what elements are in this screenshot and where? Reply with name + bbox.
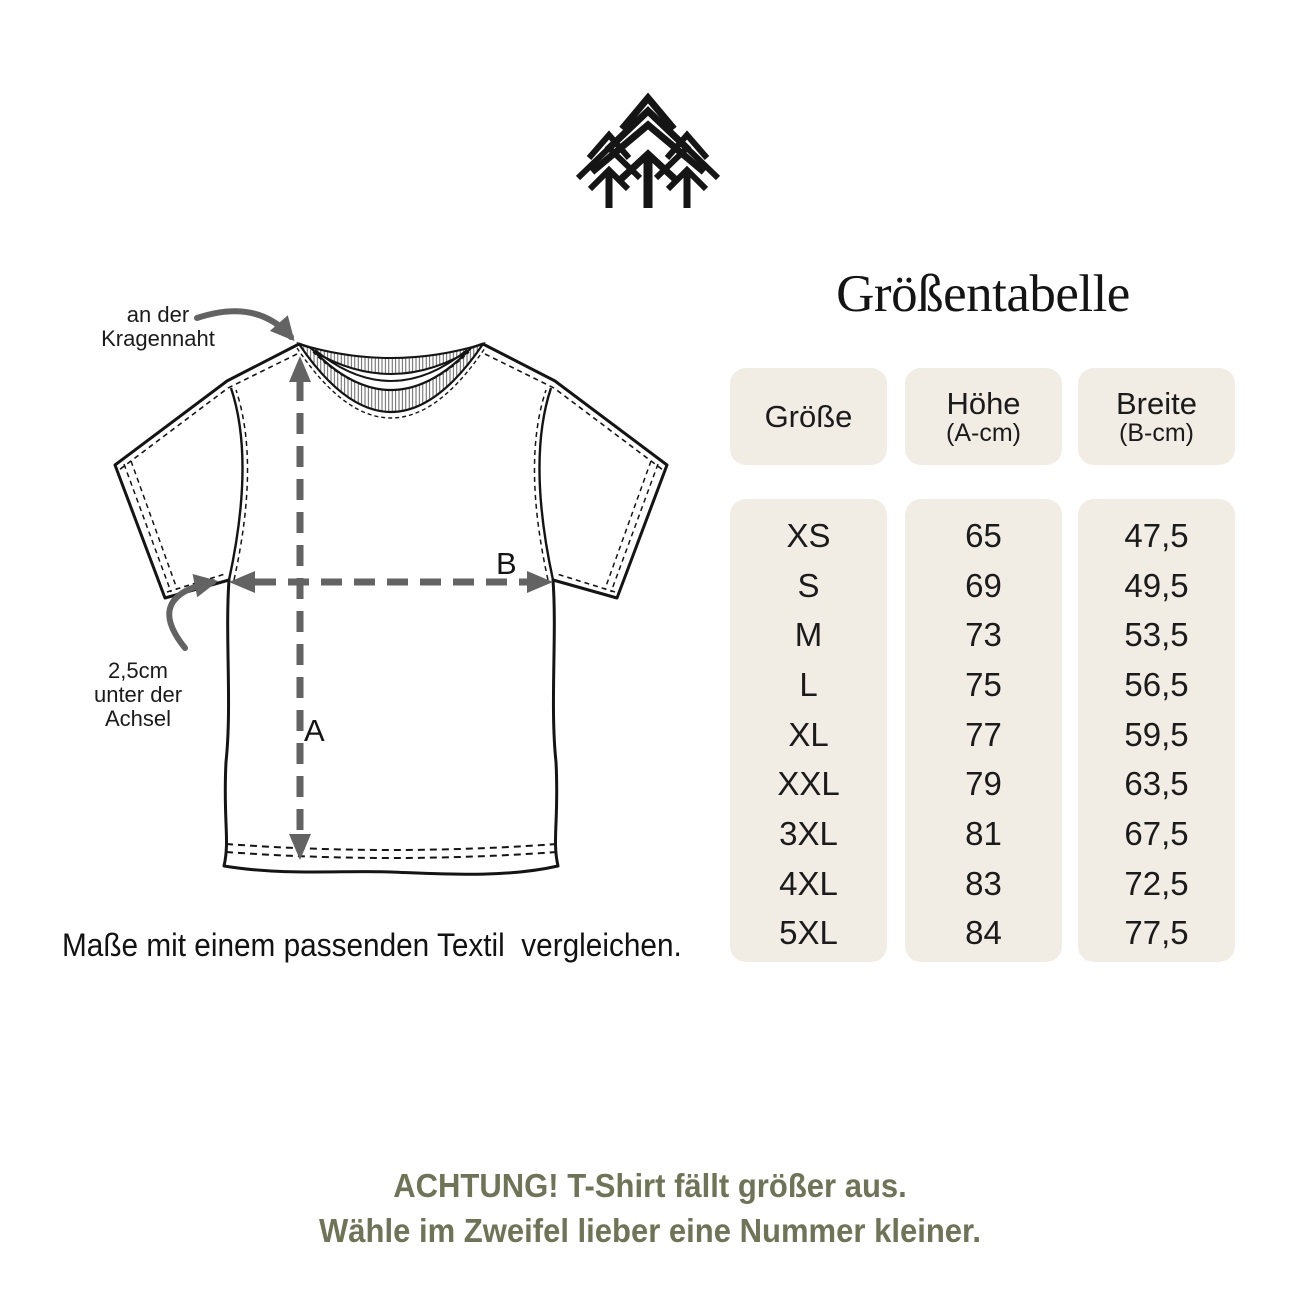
header-height: [905, 368, 1062, 465]
height-cell: 73: [965, 616, 1002, 654]
width-cell: 49,5: [1124, 566, 1189, 604]
width-cell: 63,5: [1124, 765, 1189, 803]
size-cell: XS: [786, 516, 831, 554]
size-cell: S: [797, 566, 820, 604]
tshirt-measurement-diagram: [85, 300, 715, 915]
header-size: [730, 368, 887, 465]
collar-callout-label: [90, 303, 226, 351]
width-dimension-label: B: [496, 546, 517, 581]
sizing-warning: [39, 1163, 1261, 1253]
height-cell: 83: [965, 864, 1002, 902]
tshirt-outline: [115, 344, 667, 874]
header-size-label: Größe: [764, 399, 853, 434]
header-width-label: Breite: [1116, 385, 1197, 421]
sizing-warning-line2: Wähle im Zweifel lieber eine Nummer kleiner.: [319, 1212, 981, 1249]
header-width-unit: (B-cm): [1119, 418, 1194, 447]
header-height-label: Höhe: [946, 385, 1021, 421]
height-cell: 79: [965, 765, 1002, 803]
height-column: [905, 499, 1062, 962]
width-cell: 53,5: [1124, 616, 1189, 654]
width-cell: 59,5: [1124, 715, 1189, 753]
armpit-callout-label: [60, 659, 216, 731]
collar-callout-line1: an der: [126, 302, 190, 327]
height-cell: 81: [965, 814, 1002, 852]
size-column: [730, 499, 887, 962]
width-cell: 72,5: [1124, 864, 1189, 902]
armpit-callout-line2: unter der Achsel: [93, 682, 183, 731]
size-cell: M: [794, 616, 823, 654]
size-cell: 4XL: [779, 864, 838, 902]
size-cell: L: [799, 665, 818, 703]
width-column: [1078, 499, 1235, 962]
three-pine-trees-logo-icon: [573, 86, 723, 211]
measuring-note: Maße mit einem passenden Textil vergleichen.: [62, 927, 682, 963]
header-width: [1078, 368, 1235, 465]
collar-callout-line2: Kragennaht: [101, 326, 215, 351]
size-cell: 3XL: [779, 814, 838, 852]
sizing-warning-line1: ACHTUNG! T-Shirt fällt größer aus.: [393, 1167, 907, 1204]
size-cell: XL: [788, 715, 829, 753]
size-cell: XXL: [777, 765, 840, 803]
width-cell: 56,5: [1124, 665, 1189, 703]
header-height-unit: (A-cm): [946, 418, 1021, 447]
height-dimension-label: A: [304, 713, 325, 748]
height-cell: 69: [965, 566, 1002, 604]
height-cell: 84: [965, 914, 1002, 952]
width-cell: 47,5: [1124, 516, 1189, 554]
height-cell: 65: [965, 516, 1002, 554]
page-title: Größentabelle: [836, 265, 1130, 323]
size-cell: 5XL: [779, 914, 838, 952]
armpit-callout-line1: 2,5cm: [108, 658, 168, 683]
width-cell: 77,5: [1124, 914, 1189, 952]
width-cell: 67,5: [1124, 814, 1189, 852]
height-cell: 77: [965, 715, 1002, 753]
height-cell: 75: [965, 665, 1002, 703]
